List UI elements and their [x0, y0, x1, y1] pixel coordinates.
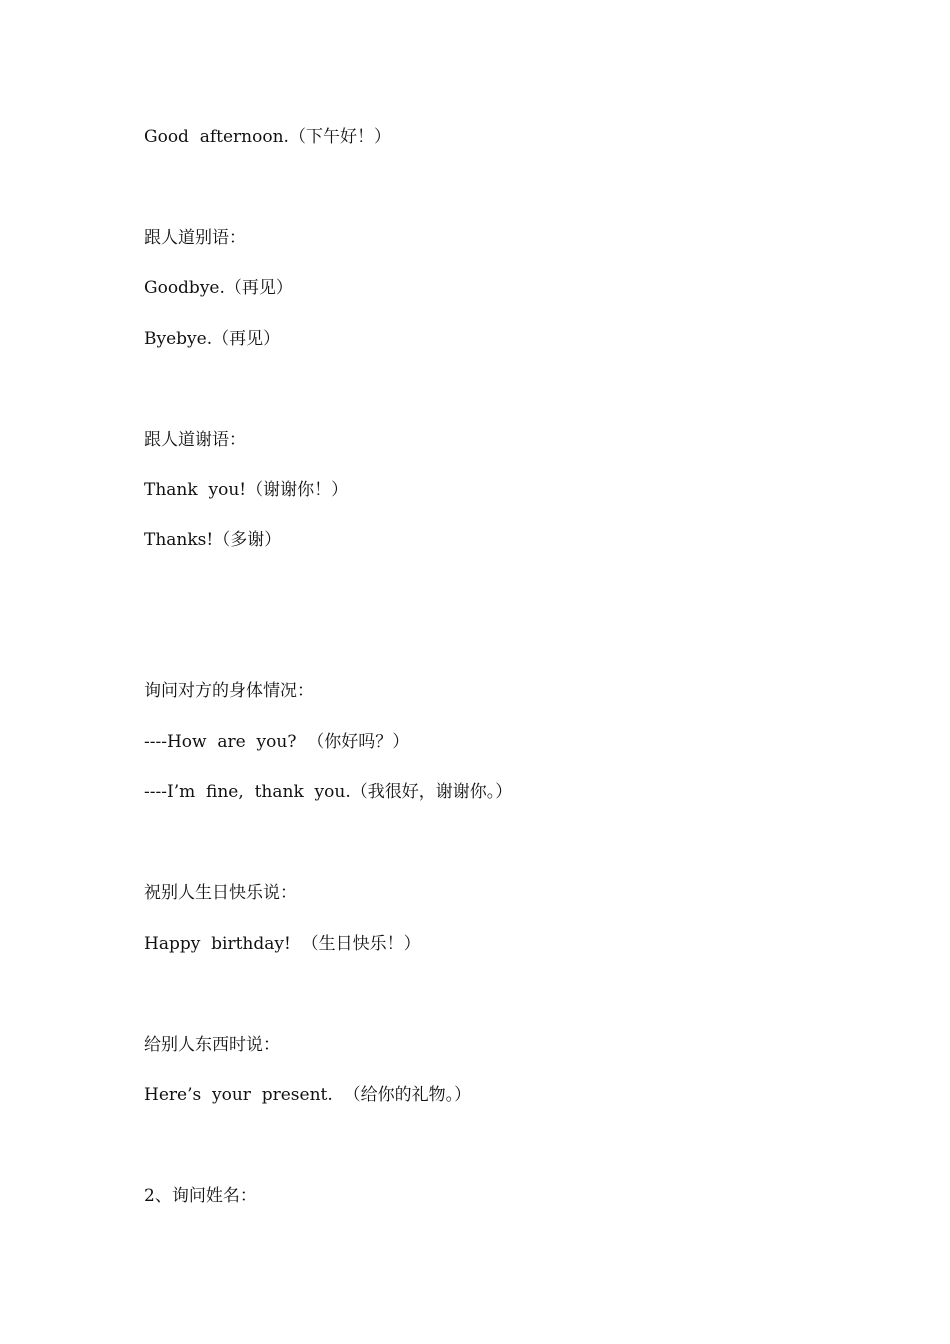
health-question-line: ----How are you? （你好吗？） — [144, 732, 410, 752]
name-section-heading: 2、询问姓名： — [144, 1186, 257, 1206]
farewell-heading: 跟人道别语： — [144, 228, 246, 248]
birthday-heading: 祝别人生日快乐说： — [144, 883, 297, 903]
health-heading: 询问对方的身体情况： — [144, 681, 314, 701]
farewell-byebye-line: Byebye.（再见） — [144, 329, 281, 349]
birthday-line: Happy birthday! （生日快乐！） — [144, 934, 421, 954]
gift-heading: 给别人东西时说： — [144, 1035, 280, 1055]
farewell-goodbye-line: Goodbye.（再见） — [144, 278, 293, 298]
thanks-thanks-line: Thanks!（多谢） — [144, 530, 282, 550]
gift-line: Here’s your present. （给你的礼物。） — [144, 1085, 472, 1105]
thanks-heading: 跟人道谢语： — [144, 430, 246, 450]
greeting-afternoon-line: Good afternoon.（下午好！） — [144, 127, 391, 147]
thanks-thank-you-line: Thank you!（谢谢你！） — [144, 480, 349, 500]
health-answer-line: ----I’m fine, thank you.（我很好，谢谢你。） — [144, 782, 513, 802]
